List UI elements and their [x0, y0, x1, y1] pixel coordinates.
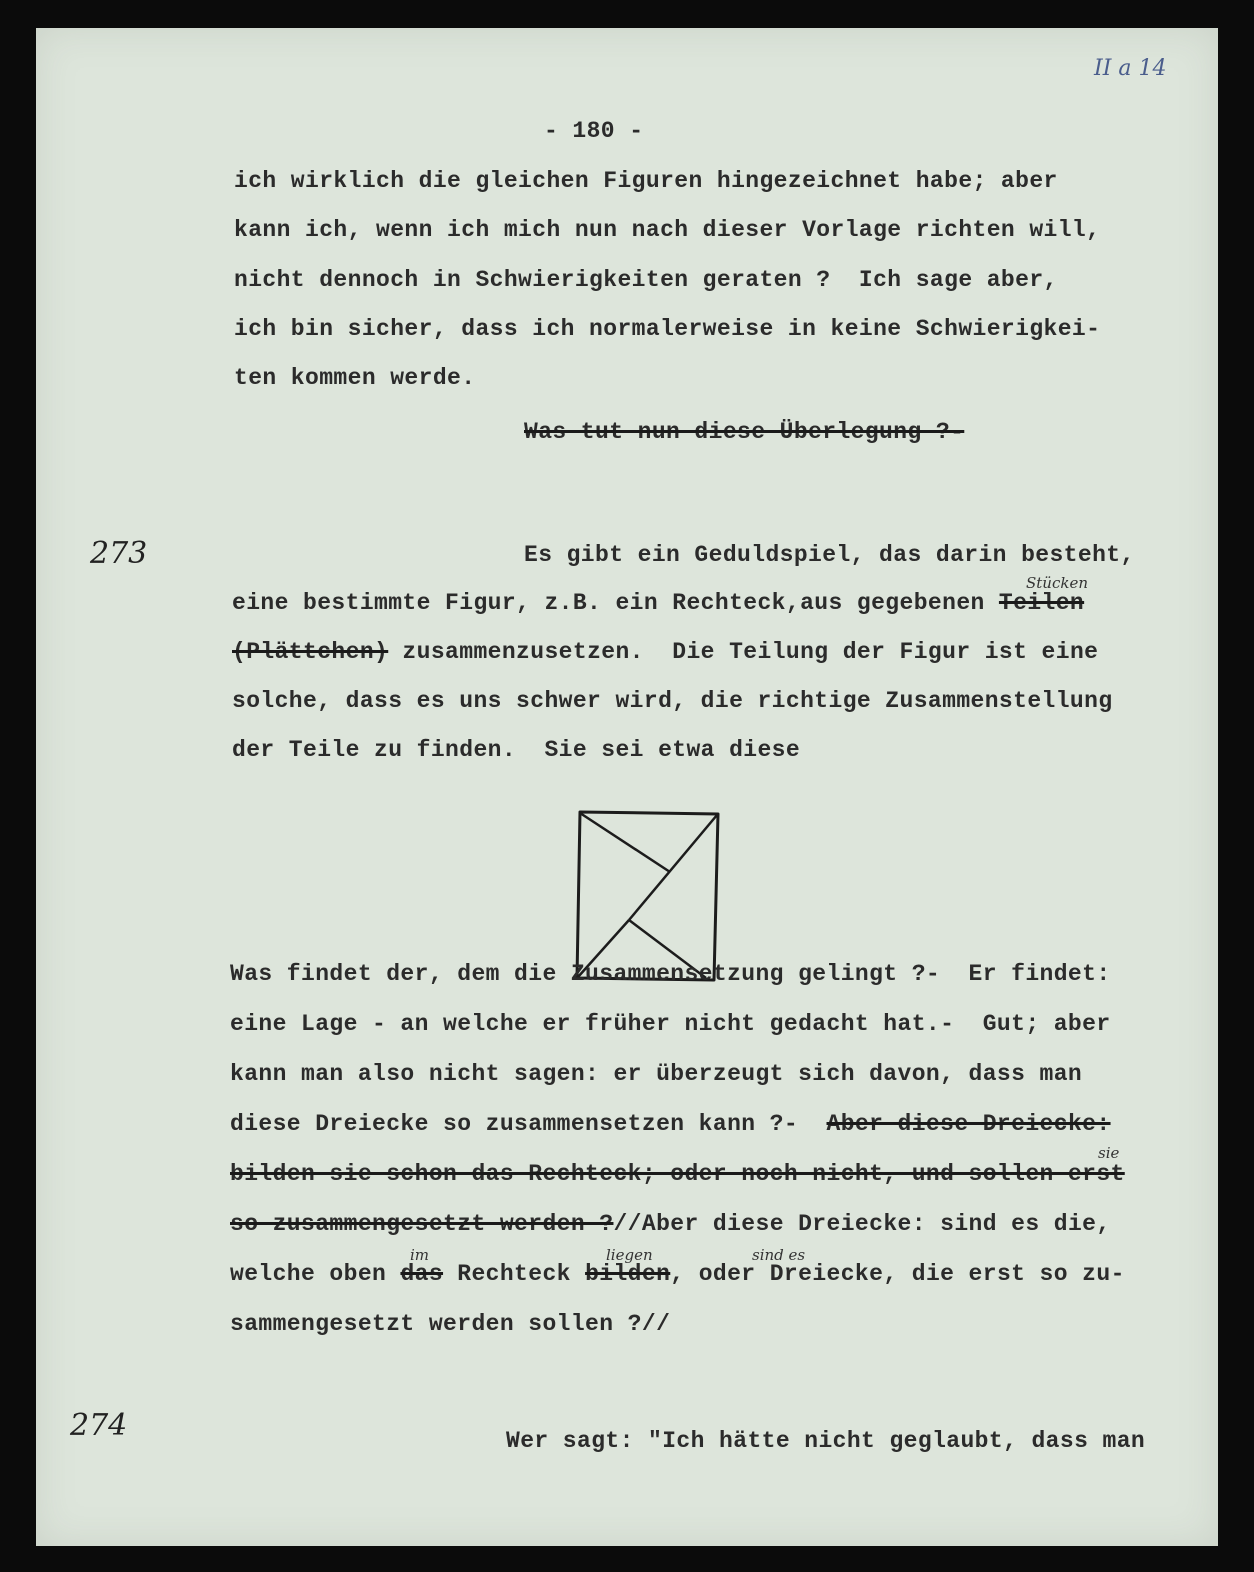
figure-diagonal-upper [580, 813, 670, 872]
insertion-im: im [410, 1246, 430, 1264]
page-number: - 180 - [544, 118, 644, 144]
insertion-sie: sie [1098, 1144, 1120, 1162]
para3-line4: diese Dreiecke so zusammensetzen kann ?- Aber diese Dreiecke: [230, 1111, 1111, 1137]
remark-273-line1: Es gibt ein Geduldspiel, das darin besteht, [524, 542, 1135, 568]
para1-line2: kann ich, wenn ich mich nun nach dieser Vorlage richten will, [234, 217, 1101, 243]
para3-line2: eine Lage - an welche er früher nicht gedacht hat.- Gut; aber [230, 1011, 1111, 1037]
remark-274-line1: Wer sagt: "Ich hätte nicht geglaubt, dass man [506, 1428, 1146, 1454]
remark-273-line2: eine bestimmte Figur, z.B. ein Rechteck,aus gegebenen Teilen [232, 590, 1085, 616]
para3-line8: sammengesetzt werden sollen ?// [230, 1311, 671, 1337]
remark-number-273: 273 [90, 536, 148, 571]
para1-line4: ich bin sicher, dass ich normalerweise in keine Schwierigkei- [234, 316, 1101, 342]
para3-line7: welche oben das Rechteck bilden, oder Dreiecke, die erst so zu- [230, 1261, 1125, 1287]
remark-273-line4: solche, dass es uns schwer wird, die richtige Zusammenstellung [232, 688, 1113, 714]
para1-line3: nicht dennoch in Schwierigkeiten geraten ? Ich sage aber, [234, 267, 1058, 293]
para3-line3: kann man also nicht sagen: er überzeugt sich davon, dass man [230, 1061, 1083, 1087]
insertion-sind-es: sind es [752, 1246, 806, 1264]
remark-273-line3: (Plättchen) zusammenzusetzen. Die Teilung der Figur ist eine [232, 639, 1099, 665]
figure-diagonal-long [629, 815, 717, 920]
struck-heading: Was tut nun diese Überlegung ?- [524, 419, 965, 445]
remark-number-274: 274 [70, 1408, 128, 1443]
para1-line1: ich wirklich die gleichen Figuren hingezeichnet habe; aber [234, 168, 1058, 194]
archive-mark: II a 14 [1094, 56, 1167, 81]
para1-line5: ten kommen werde. [234, 365, 476, 391]
para3-line6: so zusammengesetzt werden ?//Aber diese Dreiecke: sind es die, [230, 1211, 1111, 1237]
para3-line1: Was findet der, dem die Zusammensetzung gelingt ?- Er findet: [230, 961, 1111, 987]
insertion-liegen: liegen [606, 1246, 653, 1264]
remark-273-line5: der Teile zu finden. Sie sei etwa diese [232, 737, 801, 763]
para3-line5-struck: bilden sie schon das Rechteck; oder noch nicht, und sollen erst [230, 1161, 1125, 1187]
insertion-stuecken: Stücken [1026, 574, 1088, 592]
document-page [36, 28, 1218, 1546]
